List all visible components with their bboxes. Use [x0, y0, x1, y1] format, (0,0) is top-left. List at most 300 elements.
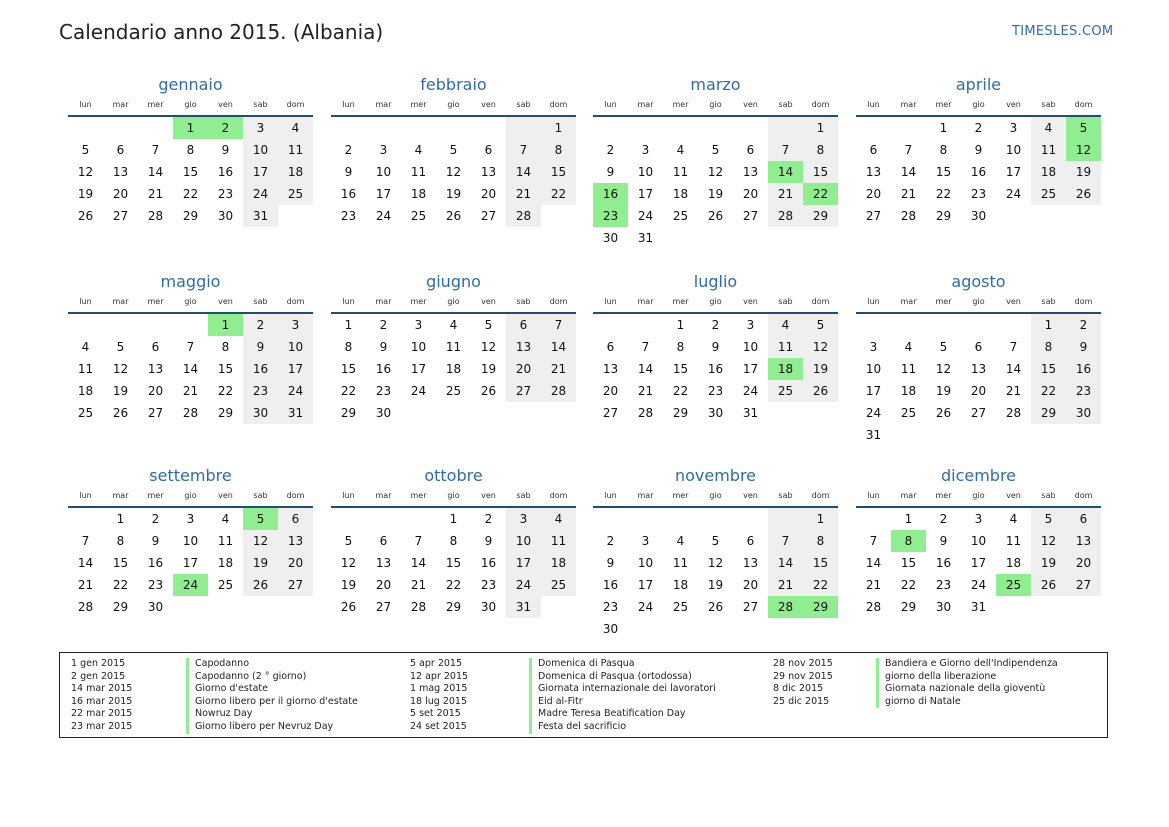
legend-holiday-name: Capodanno (2 ° giorno): [186, 671, 358, 684]
day-cell: 16: [970, 165, 987, 179]
day-cell: 6: [506, 314, 541, 336]
day-cell: 4: [81, 340, 90, 354]
weekday-label: dom: [1074, 491, 1093, 500]
day-cell: 3: [186, 512, 195, 526]
weekday-label: ven: [218, 491, 233, 500]
day-cell: 30: [217, 209, 234, 223]
day-cell: 17: [506, 552, 541, 574]
day-cell: 6: [869, 143, 878, 157]
day-cell: 30: [243, 402, 278, 424]
day-cell: 24: [865, 406, 882, 420]
weekday-label: dom: [811, 100, 830, 109]
day-cell: 24: [173, 574, 208, 596]
day-cell: 3: [641, 143, 650, 157]
day-cell: 8: [891, 530, 926, 552]
day-cell: 5: [81, 143, 90, 157]
day-cell: 21: [865, 578, 882, 592]
weekday-label: mer: [147, 491, 164, 500]
day-cell: 1: [676, 318, 685, 332]
day-cell: 3: [379, 143, 388, 157]
day-cell: 15: [935, 165, 952, 179]
day-empty: [68, 314, 103, 336]
day-cell: 1: [208, 314, 243, 336]
weekday-label: sab: [253, 100, 268, 109]
legend-holiday-name: Giorno d'estate: [186, 683, 358, 696]
weekday-header: [68, 296, 313, 308]
day-empty: [68, 508, 103, 530]
day-cell: 24: [506, 574, 541, 596]
day-cell: 18: [278, 161, 313, 183]
weekday-label: lun: [342, 491, 355, 500]
weekday-label: mar: [900, 297, 917, 306]
day-cell: 1: [116, 512, 125, 526]
day-cell: 17: [1005, 165, 1022, 179]
day-cell: 2: [151, 512, 160, 526]
month-febbraio: [331, 75, 576, 227]
day-cell: 14: [77, 556, 94, 570]
day-cell: 27: [1066, 574, 1101, 596]
day-cell: 2: [379, 318, 388, 332]
day-cell: 23: [707, 384, 724, 398]
day-cell: 20: [1066, 552, 1101, 574]
month-aprile: [856, 75, 1101, 227]
weekday-label: dom: [549, 297, 568, 306]
day-cell: 16: [593, 183, 628, 205]
day-cell: 23: [375, 384, 392, 398]
weekday-label: sab: [1041, 297, 1056, 306]
day-cell: 31: [278, 402, 313, 424]
weekday-label: dom: [811, 297, 830, 306]
day-cell: 27: [602, 406, 619, 420]
weekday-label: ven: [1006, 297, 1021, 306]
day-cell: 8: [939, 143, 948, 157]
legend-holiday-name: Festa del sacrificio: [529, 721, 716, 734]
day-grid: [331, 117, 576, 227]
day-empty: [891, 117, 926, 139]
day-cell: 27: [480, 209, 497, 223]
day-cell: 22: [935, 187, 952, 201]
day-cell: 11: [278, 139, 313, 161]
day-cell: 9: [606, 556, 615, 570]
legend-date: 5 apr 2015: [410, 658, 463, 669]
day-empty: [663, 117, 698, 139]
day-cell: 3: [414, 318, 423, 332]
day-cell: 10: [410, 340, 427, 354]
weekday-header: [68, 99, 313, 111]
month-marzo: [593, 75, 838, 249]
day-cell: 10: [278, 336, 313, 358]
day-cell: 9: [344, 165, 353, 179]
day-cell: 9: [243, 336, 278, 358]
weekday-label: lun: [867, 100, 880, 109]
day-cell: 28: [410, 600, 427, 614]
day-cell: 27: [742, 600, 759, 614]
day-cell: 18: [217, 556, 234, 570]
day-cell: 1: [173, 117, 208, 139]
day-cell: 19: [1066, 161, 1101, 183]
day-cell: 3: [974, 512, 983, 526]
day-cell: 8: [116, 534, 125, 548]
legend-holiday-name: Madre Teresa Beatification Day: [529, 708, 716, 721]
day-cell: 6: [278, 508, 313, 530]
day-cell: 1: [803, 508, 838, 530]
day-cell: 26: [445, 209, 462, 223]
day-cell: 8: [1031, 336, 1066, 358]
day-cell: 10: [637, 165, 654, 179]
weekday-label: sab: [1041, 491, 1056, 500]
day-cell: 16: [147, 556, 164, 570]
legend-holiday-name: Eid al-Fitr: [529, 696, 716, 709]
day-cell: 29: [900, 600, 917, 614]
day-cell: 18: [445, 362, 462, 376]
month-luglio: [593, 272, 838, 424]
day-cell: 28: [900, 209, 917, 223]
weekday-label: sab: [1041, 100, 1056, 109]
month-name: aprile: [955, 75, 1002, 94]
month-giugno: [331, 272, 576, 424]
day-cell: 19: [243, 552, 278, 574]
day-empty: [856, 117, 891, 139]
day-cell: 5: [344, 534, 353, 548]
day-cell: 6: [746, 143, 755, 157]
day-cell: 29: [672, 406, 689, 420]
legend-date: 24 set 2015: [410, 720, 467, 732]
day-cell: 28: [147, 209, 164, 223]
weekday-label: ven: [743, 100, 758, 109]
day-cell: 17: [742, 362, 759, 376]
day-cell: 13: [112, 165, 129, 179]
legend-holiday-name: giorno di Natale: [876, 696, 1058, 709]
day-grid: [856, 508, 1101, 618]
month-name: marzo: [690, 75, 741, 94]
day-cell: 15: [217, 362, 234, 376]
day-empty: [856, 508, 891, 530]
day-cell: 23: [970, 187, 987, 201]
weekday-label: gio: [184, 297, 197, 306]
day-cell: 18: [1005, 556, 1022, 570]
weekday-label: mar: [112, 100, 129, 109]
day-empty: [138, 117, 173, 139]
day-cell: 11: [672, 165, 689, 179]
day-cell: 21: [506, 183, 541, 205]
weekday-label: lun: [79, 491, 92, 500]
day-cell: 13: [375, 556, 392, 570]
day-cell: 17: [375, 187, 392, 201]
weekday-label: mer: [672, 100, 689, 109]
day-cell: 16: [1066, 358, 1101, 380]
day-cell: 23: [602, 600, 619, 614]
day-cell: 4: [768, 314, 803, 336]
day-cell: 31: [865, 428, 882, 442]
day-cell: 31: [243, 205, 278, 227]
month-name: febbraio: [420, 75, 487, 94]
day-cell: 19: [707, 187, 724, 201]
day-cell: 20: [480, 187, 497, 201]
day-cell: 25: [672, 600, 689, 614]
day-cell: 8: [221, 340, 230, 354]
month-novembre: [593, 466, 838, 640]
day-cell: 11: [1031, 139, 1066, 161]
day-cell: 12: [112, 362, 129, 376]
day-grid: [68, 508, 313, 618]
day-cell: 30: [707, 406, 724, 420]
day-empty: [856, 314, 891, 336]
day-cell: 21: [637, 384, 654, 398]
day-cell: 10: [970, 534, 987, 548]
weekday-label: mer: [935, 491, 952, 500]
month-agosto: [856, 272, 1101, 446]
day-cell: 15: [1031, 358, 1066, 380]
weekday-label: gio: [709, 297, 722, 306]
weekday-label: mer: [935, 100, 952, 109]
day-cell: 19: [480, 362, 497, 376]
day-cell: 14: [637, 362, 654, 376]
day-cell: 29: [445, 600, 462, 614]
day-cell: 11: [1005, 534, 1022, 548]
day-empty: [593, 117, 628, 139]
day-cell: 22: [182, 187, 199, 201]
day-empty: [593, 508, 628, 530]
day-cell: 3: [869, 340, 878, 354]
day-cell: 14: [410, 556, 427, 570]
day-cell: 27: [742, 209, 759, 223]
legend-date: 25 dic 2015: [773, 695, 830, 707]
day-cell: 17: [865, 384, 882, 398]
weekday-header: [593, 99, 838, 111]
legend-dates-col-3: [773, 658, 833, 708]
weekday-label: lun: [342, 100, 355, 109]
day-empty: [628, 117, 663, 139]
day-empty: [506, 117, 541, 139]
legend-date: 18 lug 2015: [410, 695, 467, 707]
day-cell: 2: [484, 512, 493, 526]
legend-date: 1 mag 2015: [410, 683, 468, 695]
day-cell: 17: [243, 161, 278, 183]
day-empty: [628, 314, 663, 336]
day-cell: 26: [243, 574, 278, 596]
day-cell: 14: [147, 165, 164, 179]
day-cell: 21: [1005, 384, 1022, 398]
day-cell: 28: [865, 600, 882, 614]
day-empty: [103, 314, 138, 336]
day-cell: 12: [340, 556, 357, 570]
weekday-label: mer: [672, 297, 689, 306]
day-cell: 24: [410, 384, 427, 398]
day-cell: 20: [278, 552, 313, 574]
day-cell: 28: [77, 600, 94, 614]
legend-holiday-name: Domenica di Pasqua: [529, 658, 716, 671]
day-cell: 9: [939, 534, 948, 548]
day-cell: 10: [865, 362, 882, 376]
day-cell: 11: [445, 340, 462, 354]
weekday-header: [331, 490, 576, 502]
day-cell: 7: [186, 340, 195, 354]
day-cell: 17: [182, 556, 199, 570]
day-cell: 29: [803, 596, 838, 618]
day-cell: 9: [484, 534, 493, 548]
day-cell: 28: [182, 406, 199, 420]
day-cell: 4: [676, 143, 685, 157]
day-cell: 30: [602, 622, 619, 636]
weekday-header: [331, 296, 576, 308]
day-cell: 25: [217, 578, 234, 592]
day-cell: 8: [803, 530, 838, 552]
legend-dates-col-2: [410, 658, 468, 734]
day-cell: 22: [340, 384, 357, 398]
day-cell: 10: [1005, 143, 1022, 157]
day-cell: 10: [742, 340, 759, 354]
weekday-label: dom: [286, 491, 305, 500]
weekday-header: [593, 296, 838, 308]
day-cell: 23: [935, 578, 952, 592]
day-cell: 7: [768, 530, 803, 552]
month-ottobre: [331, 466, 576, 618]
day-cell: 13: [506, 336, 541, 358]
day-cell: 22: [112, 578, 129, 592]
day-cell: 30: [602, 231, 619, 245]
legend-holiday-name: Bandiera e Giorno dell'Indipendenza: [876, 658, 1058, 671]
day-cell: 23: [340, 209, 357, 223]
day-grid: [593, 508, 838, 640]
day-cell: 22: [1031, 380, 1066, 402]
day-cell: 13: [865, 165, 882, 179]
day-cell: 16: [707, 362, 724, 376]
day-empty: [768, 117, 803, 139]
day-empty: [698, 508, 733, 530]
day-cell: 3: [1009, 121, 1018, 135]
weekday-label: sab: [516, 297, 531, 306]
day-cell: 30: [147, 600, 164, 614]
day-cell: 31: [506, 596, 541, 618]
legend-holiday-name: Giorno libero per Nevruz Day: [186, 721, 358, 734]
month-name: settembre: [149, 466, 232, 485]
day-empty: [103, 117, 138, 139]
day-cell: 18: [672, 187, 689, 201]
day-cell: 26: [935, 406, 952, 420]
day-cell: 25: [541, 574, 576, 596]
day-cell: 16: [602, 578, 619, 592]
day-cell: 19: [707, 578, 724, 592]
day-cell: 19: [340, 578, 357, 592]
day-cell: 23: [243, 380, 278, 402]
day-cell: 11: [217, 534, 234, 548]
weekday-label: lun: [867, 491, 880, 500]
day-grid: [856, 117, 1101, 227]
weekday-label: lun: [604, 297, 617, 306]
day-empty: [436, 117, 471, 139]
weekday-label: lun: [604, 491, 617, 500]
day-empty: [996, 314, 1031, 336]
day-cell: 22: [672, 384, 689, 398]
weekday-label: gio: [447, 297, 460, 306]
weekday-label: lun: [79, 100, 92, 109]
day-cell: 19: [1031, 552, 1066, 574]
brand-link[interactable]: TIMESLES.COM: [1012, 24, 1114, 39]
day-cell: 26: [77, 209, 94, 223]
day-cell: 17: [637, 187, 654, 201]
legend-date: 8 dic 2015: [773, 683, 824, 695]
day-empty: [173, 314, 208, 336]
day-cell: 26: [112, 406, 129, 420]
weekday-label: sab: [253, 491, 268, 500]
day-cell: 20: [112, 187, 129, 201]
day-cell: 5: [803, 314, 838, 336]
weekday-label: ven: [1006, 100, 1021, 109]
day-cell: 5: [711, 534, 720, 548]
day-cell: 5: [939, 340, 948, 354]
day-cell: 1: [344, 318, 353, 332]
day-cell: 8: [676, 340, 685, 354]
weekday-label: gio: [709, 491, 722, 500]
day-cell: 5: [484, 318, 493, 332]
day-empty: [331, 508, 366, 530]
weekday-label: mar: [112, 297, 129, 306]
weekday-header: [856, 490, 1101, 502]
legend-dates-col-1: [71, 658, 132, 734]
legend-holiday-name: Domenica di Pasqua (ortodossa): [529, 671, 716, 684]
page-title: Calendario anno 2015. (Albania): [59, 20, 384, 44]
weekday-label: mar: [112, 491, 129, 500]
day-empty: [733, 508, 768, 530]
day-empty: [733, 117, 768, 139]
day-cell: 6: [1066, 508, 1101, 530]
day-cell: 25: [996, 574, 1031, 596]
legend-date: 1 gen 2015: [71, 658, 126, 669]
day-cell: 2: [344, 143, 353, 157]
weekday-label: dom: [286, 297, 305, 306]
weekday-label: mar: [375, 491, 392, 500]
weekday-label: mer: [672, 491, 689, 500]
legend-holiday-name: Capodanno: [186, 658, 358, 671]
day-cell: 7: [541, 314, 576, 336]
day-empty: [663, 508, 698, 530]
day-cell: 8: [803, 139, 838, 161]
legend-holiday-name: Giornata internazionale dei lavoratori: [529, 683, 716, 696]
day-cell: 22: [803, 183, 838, 205]
day-cell: 25: [900, 406, 917, 420]
day-cell: 25: [445, 384, 462, 398]
day-cell: 11: [900, 362, 917, 376]
day-cell: 6: [151, 340, 160, 354]
day-cell: 3: [641, 534, 650, 548]
day-cell: 16: [340, 187, 357, 201]
legend-date: 22 mar 2015: [71, 708, 133, 720]
day-cell: 5: [1066, 117, 1101, 139]
day-cell: 22: [900, 578, 917, 592]
day-cell: 25: [278, 183, 313, 205]
day-cell: 20: [742, 187, 759, 201]
weekday-label: mer: [410, 100, 427, 109]
day-cell: 20: [375, 578, 392, 592]
day-cell: 10: [243, 139, 278, 161]
legend-date: 5 set 2015: [410, 708, 461, 720]
day-cell: 20: [865, 187, 882, 201]
day-cell: 17: [278, 358, 313, 380]
weekday-label: sab: [778, 297, 793, 306]
day-cell: 7: [414, 534, 423, 548]
day-cell: 13: [278, 530, 313, 552]
day-cell: 9: [711, 340, 720, 354]
day-cell: 15: [900, 556, 917, 570]
day-grid: [68, 117, 313, 227]
day-cell: 1: [904, 512, 913, 526]
day-cell: 7: [869, 534, 878, 548]
legend-holiday-name: Giorno libero per il giorno d'estate: [186, 696, 358, 709]
day-cell: 3: [243, 117, 278, 139]
day-cell: 2: [1066, 314, 1101, 336]
weekday-label: gio: [972, 491, 985, 500]
day-cell: 6: [379, 534, 388, 548]
